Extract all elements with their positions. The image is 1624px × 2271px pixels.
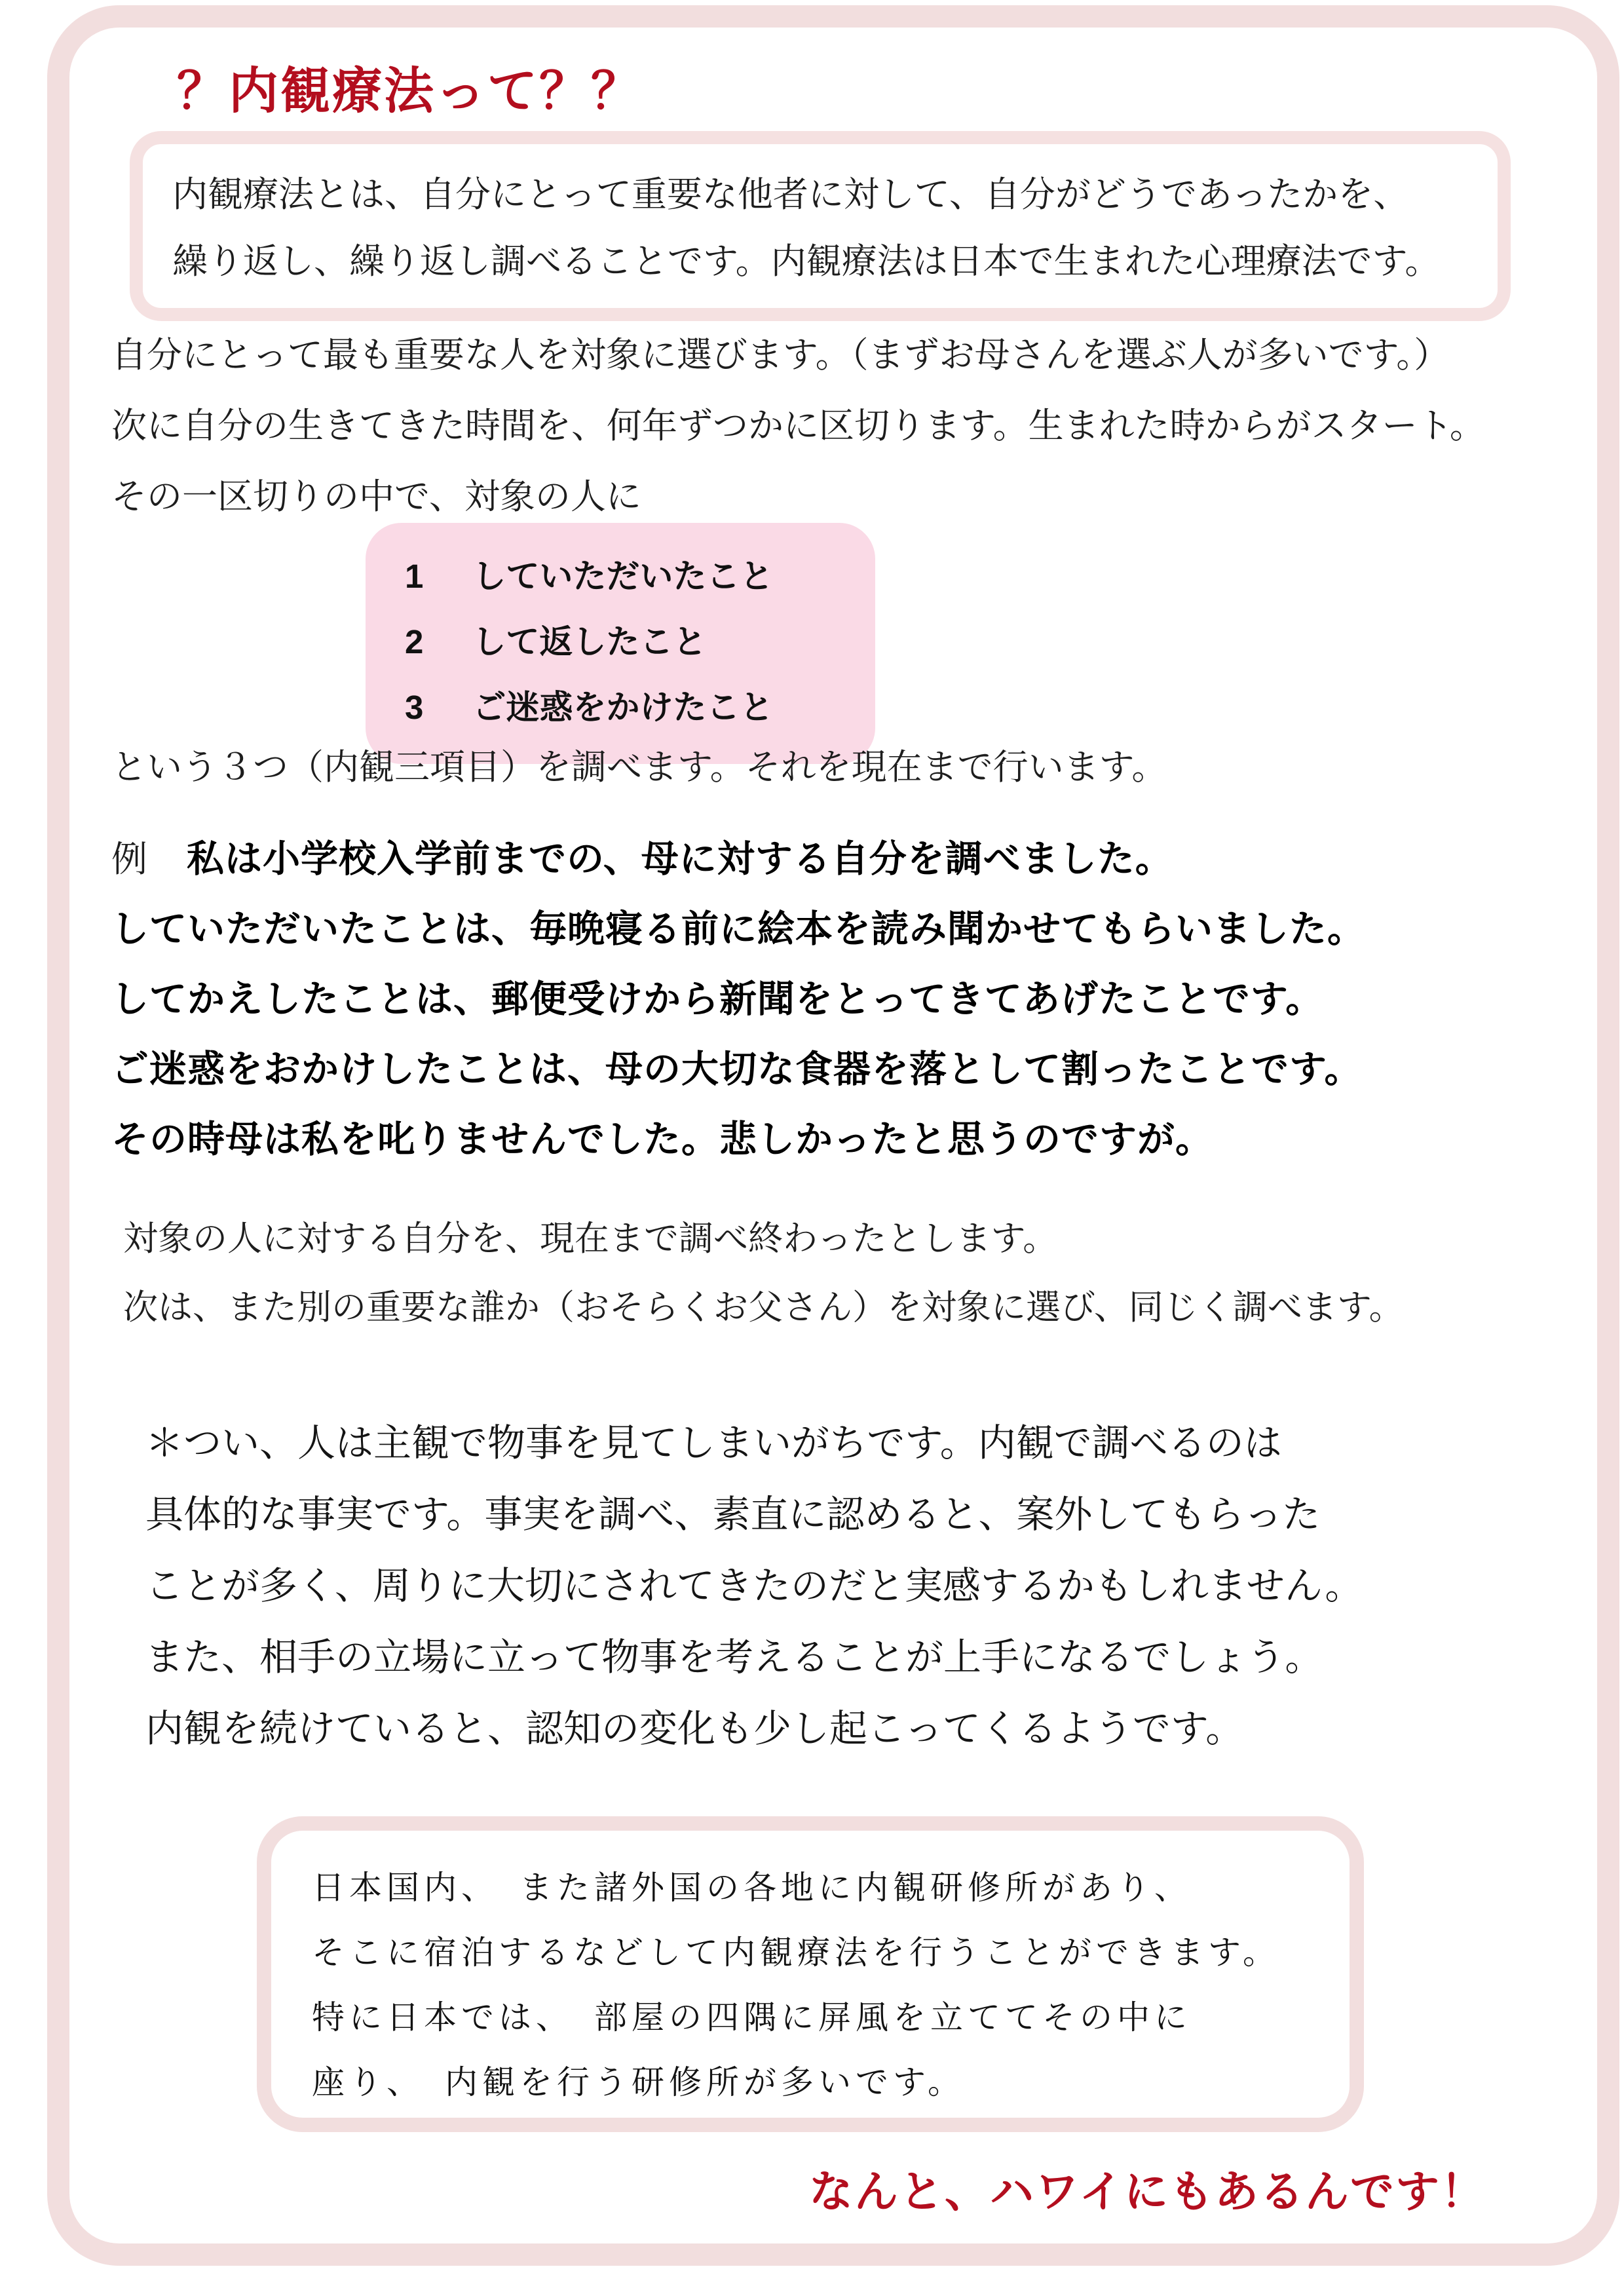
example-line: ご迷惑をおかけしたことは、母の大切な食器を落として割ったことです。 — [111, 1048, 1363, 1090]
list-item — [405, 609, 856, 675]
item-label: して返したこと — [472, 623, 707, 660]
text-line: 次は、また別の重要な誰か（おそらくお父さん）を対象に選び、同じく調べます。 — [123, 1288, 1404, 1327]
training-center-box — [257, 1816, 1364, 2132]
text-line: 対象の人に対する自分を、現在まで調べ終わったとします。 — [123, 1219, 1058, 1258]
paragraph-asterisk-note — [145, 1407, 1363, 1765]
paragraph-three-items-summary: という３つ（内観三項目）を調べます。それを現在まで行います。 — [111, 748, 1167, 787]
text-line: 自分にとって最も重要な人を対象に選びます。（まずお母さんを選ぶ人が多いです。） — [111, 335, 1450, 375]
text-line: ＊つい、人は主観で物事を見てしまいがちです。内観で調べるのは — [145, 1422, 1282, 1464]
page-title: ？内観療法って？？ — [177, 64, 643, 119]
item-number: 1 — [405, 558, 424, 595]
item-label: していただいたこと — [472, 558, 774, 595]
example-line: してかえしたことは、郵便受けから新聞をとってきてあげたことです。 — [111, 978, 1324, 1020]
example-line: その時母は私を叱りませんでした。悲しかったと思うのですが。 — [111, 1118, 1213, 1160]
text-line: 内観を続けていると、認知の変化も少し起こってくるようです。 — [145, 1708, 1244, 1750]
list-item — [405, 675, 856, 740]
text-line: そこに宿泊するなどして内観療法を行うことができます。 — [312, 1934, 1280, 1971]
intro-line: 繰り返し、繰り返し調べることです。内観療法は日本で生まれた心理療法です。 — [172, 242, 1441, 281]
example-first-line — [111, 824, 1365, 894]
item-number: 2 — [405, 623, 424, 660]
text-line: また、相手の立場に立って物事を考えることが上手になるでしょう。 — [145, 1636, 1323, 1679]
list-item — [405, 544, 856, 609]
item-label: ご迷惑をかけたこと — [472, 689, 774, 726]
naikan-three-items-box — [366, 523, 875, 764]
text-line: 特に日本では、 部屋の四隅に屏風を立ててその中に — [312, 1999, 1192, 2036]
text-line: ことが多く、周りに大切にされてきたのだと実感するかもしれません。 — [145, 1565, 1363, 1607]
text-line: 日本国内、 また諸外国の各地に内観研修所があり、 — [312, 1869, 1192, 1906]
text-line: その一区切りの中で、対象の人に — [111, 477, 641, 516]
example-line: していただいたことは、毎晩寝る前に絵本を読み聞かせてもらいました。 — [111, 908, 1365, 950]
item-number: 3 — [405, 689, 424, 726]
text-line: 座り、 内観を行う研修所が多いです。 — [312, 2064, 965, 2101]
paragraph-next-person — [123, 1204, 1404, 1342]
text-line: 次に自分の生きてきた時間を、何年ずつかに区切ります。生まれた時からがスタート。 — [111, 406, 1485, 446]
text-line: 具体的な事実です。事実を調べ、素直に認めると、案外してもらった — [145, 1493, 1321, 1536]
hawaii-callout: なんと、ハワイにもあるんです！ — [809, 2167, 1486, 2217]
intro-definition-box — [130, 131, 1511, 321]
intro-line: 内観療法とは、自分にとって重要な他者に対して、自分がどうであったかを、 — [172, 175, 1409, 214]
example-bold-text: 私は小学校入学前までの、母に対する自分を調べました。 — [187, 838, 1173, 880]
example-block — [111, 824, 1365, 1175]
paragraph-how-to-select — [111, 320, 1485, 532]
example-prefix-label: 例 — [111, 839, 148, 879]
